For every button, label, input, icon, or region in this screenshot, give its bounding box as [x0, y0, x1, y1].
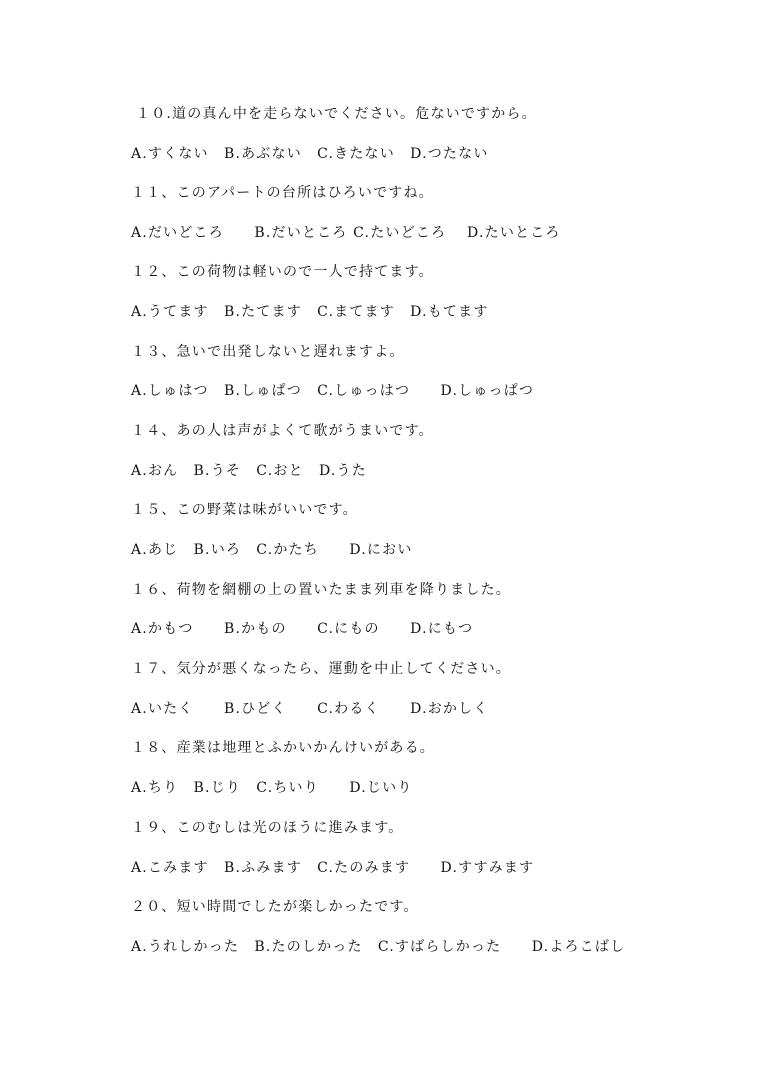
options-17: A.いたく B.ひどく C.わるく D.おかしく	[131, 701, 489, 717]
question-10: １０.道の真ん中を走らないでください。危ないですから。	[136, 106, 537, 122]
options-13: A.しゅはつ B.しゅぱつ C.しゅっはつ D.しゅっぱつ	[131, 383, 535, 399]
options-18: A.ちり B.じり C.ちいり D.じいり	[131, 780, 413, 796]
question-17: １７、気分が悪くなったら、運動を中止してください。	[131, 661, 511, 677]
options-12: A.うてます B.たてます C.まてます D.もてます	[131, 304, 489, 320]
question-16: １６、荷物を網棚の上の置いたまま列車を降りました。	[131, 582, 511, 598]
question-15: １５、この野菜は味がいいです。	[131, 502, 358, 518]
options-19: A.こみます B.ふみます C.たのみます D.すすみます	[131, 860, 535, 876]
options-20: A.うれしかった B.たのしかった C.すばらしかった D.よろこばし	[131, 939, 626, 955]
question-14: １４、あの人は声がよくて歌がうまいです。	[131, 423, 434, 439]
question-19: １９、このむしは光のほうに進みます。	[131, 820, 404, 836]
options-15: A.あじ B.いろ C.かたち D.におい	[131, 542, 413, 558]
question-12: １２、この荷物は軽いので一人で持てます。	[131, 264, 434, 280]
options-10: A.すくない B.あぶない C.きたない D.つたない	[131, 146, 489, 162]
options-16: A.かもつ B.かもの C.にもの D.にもつ	[131, 621, 474, 637]
options-14: A.おん B.うそ C.おと D.うた	[131, 463, 367, 479]
question-11: １１、このアパートの台所はひろいですね。	[131, 185, 434, 201]
options-11: A.だいどころ B.だいところ C.たいどころ D.たいところ	[131, 225, 561, 241]
question-13: １３、急いで出発しないと遅れますよ。	[131, 344, 405, 360]
question-18: １８、産業は地理とふかいかんけいがある。	[131, 740, 435, 756]
question-20: ２０、短い時間でしたが楽しかったです。	[131, 899, 419, 915]
